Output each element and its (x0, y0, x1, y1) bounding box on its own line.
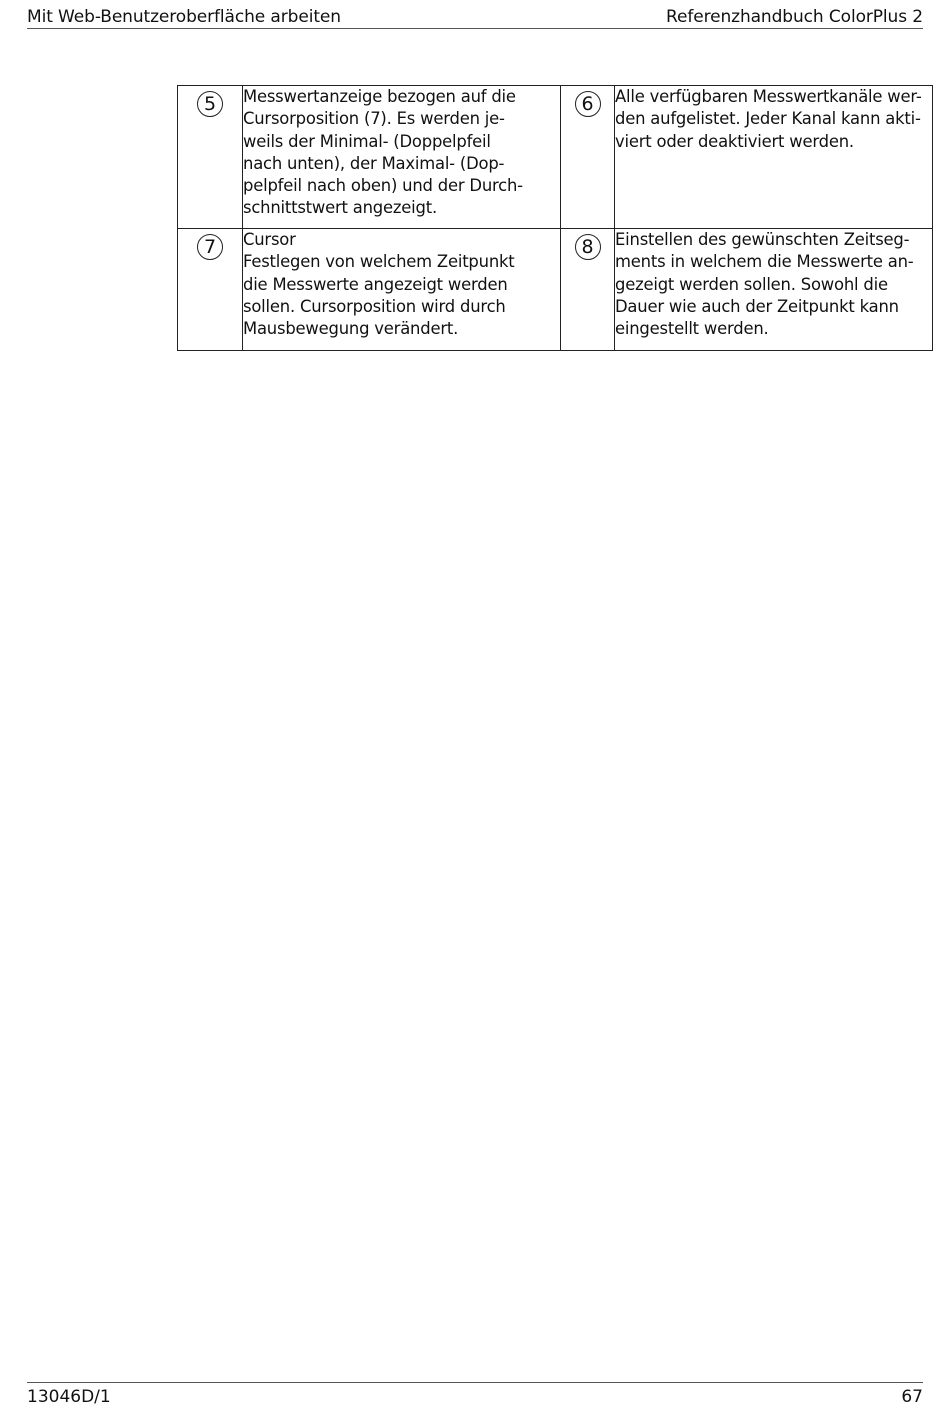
table-row (178, 229, 933, 351)
description-cell: Alle verfügbaren Messwertkanäle wer- den aufgelistet. Jeder Kanal kann akti- viert oder deaktiviert werden. (615, 86, 933, 229)
description-cell: Messwertanzeige bezogen auf die Cursorposition (7). Es werden je- weils der Minimal- (Doppelpfeil nach unten), der Maximal- (Dop- pelpfeil nach oben) und der Durch- schnittstwert angezeigt. (243, 86, 561, 229)
number-cell (561, 86, 615, 229)
legend-table (177, 85, 933, 351)
page-header (27, 4, 923, 29)
table-row (178, 86, 933, 229)
number-cell (178, 229, 243, 351)
header-section-title: Mit Web-Benutzeroberfläche arbeiten (27, 7, 341, 27)
description-cell: Einstellen des gewünschten Zeitseg- ments in welchem die Messwerte an- gezeigt werden sollen. Sowohl die Dauer wie auch der Zeitpunkt kann eingestellt werden. (615, 229, 933, 351)
circled-number-5: 5 (197, 91, 223, 117)
document-number: 13046D/1 (27, 1387, 111, 1407)
number-cell (178, 86, 243, 229)
circled-number-7: 7 (197, 234, 223, 260)
circled-number-8: 8 (575, 234, 601, 260)
page-number: 67 (901, 1387, 923, 1407)
number-cell (561, 229, 615, 351)
circled-number-6: 6 (575, 91, 601, 117)
page-footer (27, 1382, 923, 1409)
description-cell: Cursor Festlegen von welchem Zeitpunkt die Messwerte angezeigt werden sollen. Cursorposition wird durch Mausbewegung verändert. (243, 229, 561, 351)
header-manual-title: Referenzhandbuch ColorPlus 2 (666, 7, 923, 27)
